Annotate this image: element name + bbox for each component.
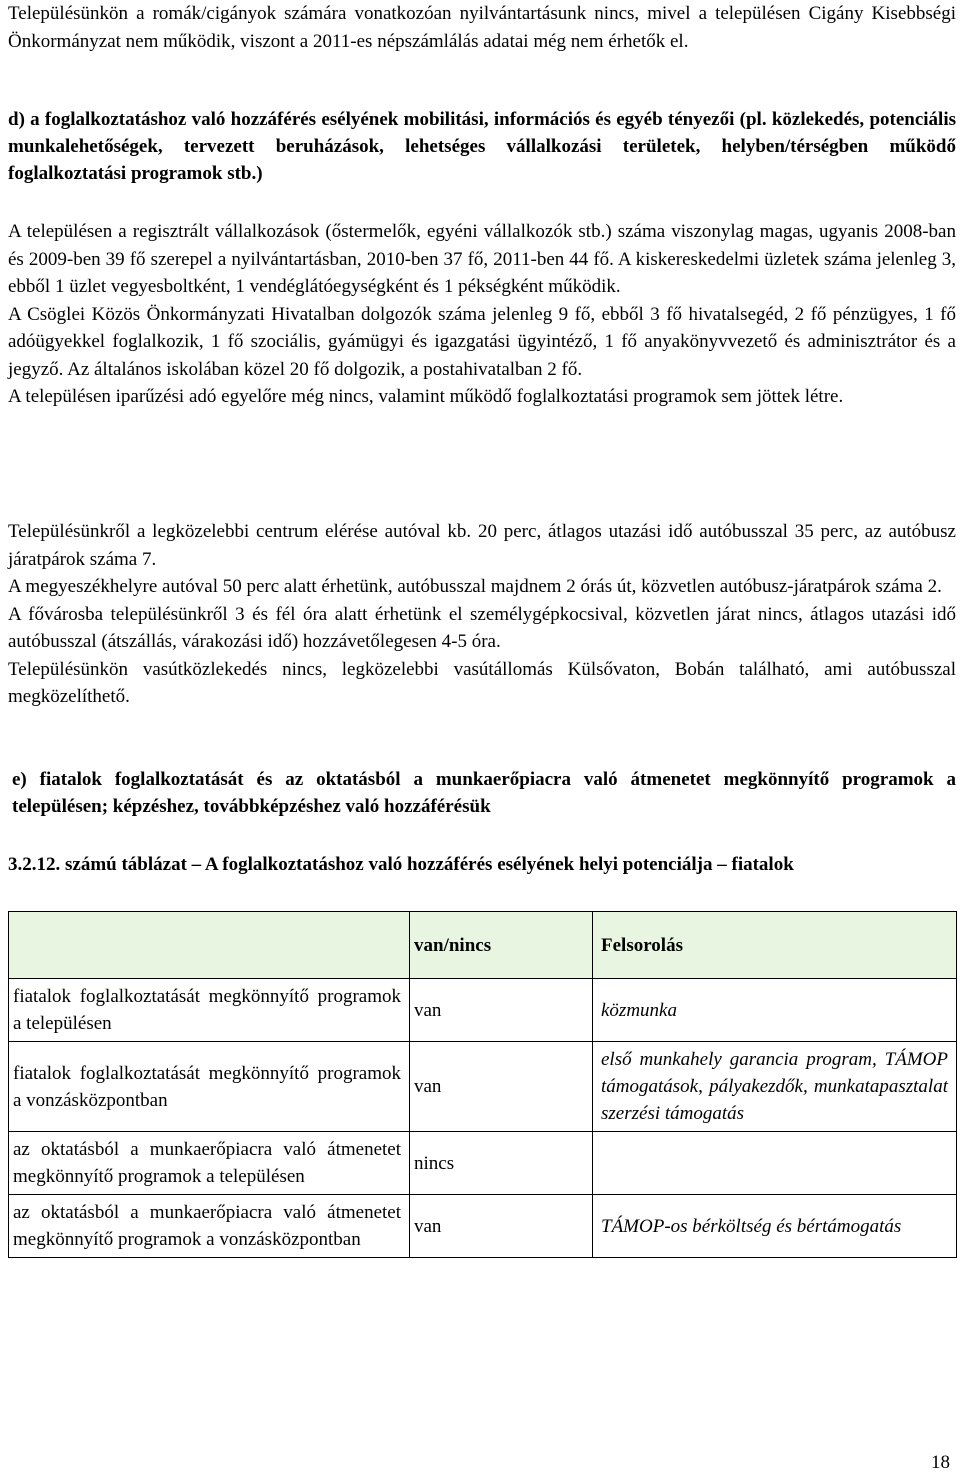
paragraph-centre-access: Településünkről a legközelebbi centrum elérése autóval kb. 20 perc, átlagos utazási idő autóbusszal 35 perc, az autóbusz járatpárok száma 7. xyxy=(8,521,956,570)
section-e-heading: e) fiatalok foglalkoztatását és az oktatásból a munkaerőpiacra való átmenetet megkönnyítő programok a településen; képzéshez, továbbképzéshez való hozzáférésük xyxy=(12,769,956,817)
table-row xyxy=(9,1042,957,1132)
paragraph-business-tax: A településen iparűzési adó egyelőre még nincs, valamint működő foglalkoztatási programok sem jöttek létre. xyxy=(8,386,844,407)
section-d-heading: d) a foglalkoztatáshoz való hozzáférés esélyének mobilitási, információs és egyéb tényezői (pl. közlekedés, potenciális munkalehetőségek, tervezett beruházások, lehetséges vállalkozási területek, helyben/térségben működő foglalkoztatási programok stb.) xyxy=(8,109,956,184)
youth-employment-table xyxy=(8,911,957,1258)
table-row xyxy=(9,979,957,1042)
table-cell-status: van xyxy=(410,1195,593,1258)
table-caption-text: 3.2.12. számú táblázat – A foglalkoztatáshoz való hozzáférés esélyének helyi potenciálja – fiatalok xyxy=(8,854,794,875)
table-cell-status: van xyxy=(410,979,593,1042)
page-number: 18 xyxy=(931,1452,950,1473)
table-cell-program: az oktatásból a munkaerőpiacra való átmenetet megkönnyítő programok a településen xyxy=(9,1132,410,1195)
paragraph-enterprises: A településen a regisztrált vállalkozások (őstermelők, egyéni vállalkozók stb.) száma viszonylag magas, ugyanis 2008-ban és 2009-ben 39 fő szerepel a nyilvántartásban, 2010-ben 37 fő, 2011-ben 44 fő. A kiskereskedelmi üzletek száma jelenleg 3, ebből 1 üzlet vegyesboltként, 1 vendéglátóegységként és 1 pékségként működik. xyxy=(8,221,956,297)
section-e xyxy=(8,766,956,820)
intro-text: Településünkön a romák/cigányok számára vonatkozóan nyilvántartásunk nincs, mivel a településen Cigány Kisebbségi Önkormányzat nem működik, viszont a 2011-es népszámlálás adatai még nem érhetők el. xyxy=(8,3,956,52)
table-cell-list: TÁMOP-os bérköltség és bértámogatás xyxy=(593,1195,957,1258)
table-cell-list: első munkahely garancia program, TÁMOP támogatások, pályakezdők, munkatapasztalat szerzési támogatás xyxy=(593,1042,957,1132)
table-row xyxy=(9,1132,957,1195)
table-cell-status: van xyxy=(410,1042,593,1132)
section-d-body xyxy=(8,218,956,411)
table-cell-status: nincs xyxy=(410,1132,593,1195)
table-cell-program: fiatalok foglalkoztatását megkönnyítő programok a településen xyxy=(9,979,410,1042)
table-cell-list xyxy=(593,1132,957,1195)
table-header-cell: Felsorolás xyxy=(593,912,957,979)
paragraph-railway: Településünkön vasútközlekedés nincs, legközelebbi vasútállomás Külsővaton, Bobán található, ami autóbusszal megközelíthető. xyxy=(8,658,956,707)
paragraph-county-seat: A megyeszékhelyre autóval 50 perc alatt érhetünk, autóbusszal majdnem 2 órás út, közvetlen autóbusz-járatpárok száma 2. xyxy=(8,576,942,597)
table-cell-program: fiatalok foglalkoztatását megkönnyítő programok a vonzásközpontban xyxy=(9,1042,410,1132)
intro-paragraph xyxy=(8,0,956,55)
table-header-cell xyxy=(9,912,410,979)
table-header-cell: van/nincs xyxy=(410,912,593,979)
paragraph-capital: A fővárosba településünkről 3 és fél óra alatt érhetünk el személygépkocsival, közvetlen járat nincs, átlagos utazási idő autóbusszal (átszállás, várakozási idő) hozzávetőlegesen 4-5 óra. xyxy=(8,603,956,652)
table-row xyxy=(9,1195,957,1258)
table-cell-program: az oktatásból a munkaerőpiacra való átmenetet megkönnyítő programok a vonzásközpontban xyxy=(9,1195,410,1258)
table-cell-list: közmunka xyxy=(593,979,957,1042)
paragraph-office-staff: A Csöglei Közös Önkormányzati Hivatalban dolgozók száma jelenleg 9 fő, ebből 3 fő hivatalsegéd, 2 fő pénzügyes, 1 fő adóügyekkel foglalkozik, 1 fő szociális, gyámügyi és igazgatási ügyintéző, 1 fő anyakönyvvezető és adminisztrátor és a jegyző. Az általános iskolában közel 20 fő dolgozik, a postahivatalban 2 fő. xyxy=(8,303,956,380)
table-header-row xyxy=(9,912,957,979)
table-caption xyxy=(8,851,956,878)
section-d-transport xyxy=(8,518,956,711)
section-d xyxy=(8,106,956,187)
